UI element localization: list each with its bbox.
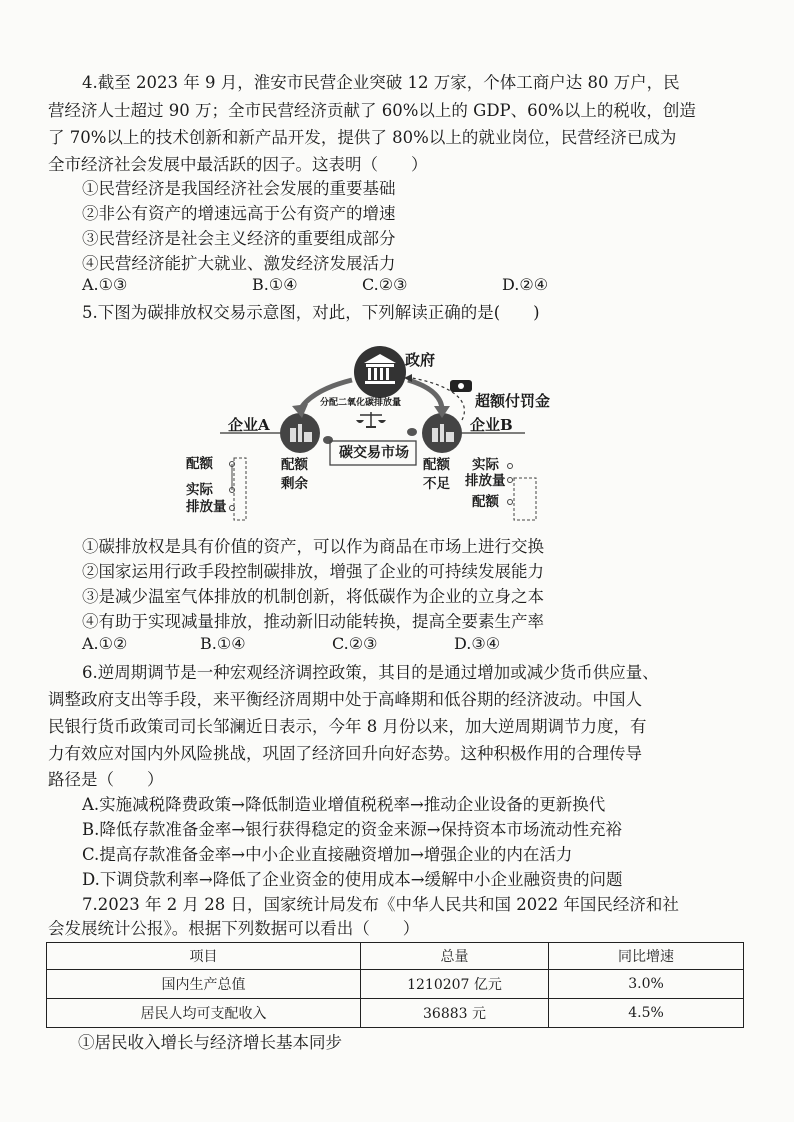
q5-option-d[interactable]: D.③④ xyxy=(454,634,501,653)
label-quota-short-1: 配额 xyxy=(423,457,450,473)
q4-stem-line-1: 4.截至 2023 年 9 月，淮安市民营企业突破 12 万家，个体工商户达 80 万户，民 xyxy=(82,73,680,92)
q5-item-1: ①碳排放权是具有价值的资产，可以作为商品在市场上进行交换 xyxy=(82,537,544,556)
table-header: 项目 xyxy=(47,943,361,970)
label-excess-fine: 超额付罚金 xyxy=(475,392,551,410)
label-company-a: 企业A xyxy=(228,416,270,434)
q5-stem: 5.下图为碳排放权交易示意图，对此，下列解读正确的是( ) xyxy=(82,303,540,322)
table-cell: 国内生产总值 xyxy=(47,970,361,999)
q6-stem-line-1: 6.逆周期调节是一种宏观经济调控政策，其目的是通过增加或减少货币供应量、 xyxy=(82,663,659,682)
q5-item-4: ④有助于实现减量排放，推动新旧动能转换，提高全要素生产率 xyxy=(82,612,544,631)
q4-item-4: ④民营经济能扩大就业、激发经济发展活力 xyxy=(82,254,396,273)
q7-item-1: ①居民收入增长与经济增长基本同步 xyxy=(78,1033,342,1052)
q5-option-b[interactable]: B.①④ xyxy=(200,634,246,653)
table-cell: 36883 元 xyxy=(360,999,548,1028)
table-header-row xyxy=(47,943,744,970)
label-left-actual-1: 实际 xyxy=(186,482,213,498)
q5-item-3: ③是减少温室气体排放的机制创新，将低碳作为企业的立身之本 xyxy=(82,587,544,606)
table-row xyxy=(47,999,744,1028)
table-cell: 居民人均可支配收入 xyxy=(47,999,361,1028)
label-quota-surplus-2: 剩余 xyxy=(281,476,308,492)
q6-stem-line-2: 调整政府支出等手段，来平衡经济周期中处于高峰期和低谷期的经济波动。中国人 xyxy=(48,690,642,709)
q4-item-3: ③民营经济是社会主义经济的重要组成部分 xyxy=(82,229,396,248)
statistics-table xyxy=(46,942,744,1028)
q7-stem-line-1: 7.2023 年 2 月 28 日，国家统计局发布《中华人民共和国 2022 年国民经济和社 xyxy=(82,895,679,914)
label-government: 政府 xyxy=(405,351,436,369)
label-right-actual-1: 实际 xyxy=(472,457,499,473)
q5-item-2: ②国家运用行政手段控制碳排放，增强了企业的可持续发展能力 xyxy=(82,562,544,581)
q6-option-b[interactable]: B.降低存款准备金率→银行获得稳定的资金来源→保持资本市场流动性充裕 xyxy=(82,820,623,839)
table-cell: 4.5% xyxy=(549,999,744,1028)
table-cell: 3.0% xyxy=(549,970,744,999)
table-cell: 1210207 亿元 xyxy=(360,970,548,999)
q7-stem-line-2: 会发展统计公报》。根据下列数据可以看出（ ） xyxy=(48,919,420,938)
q4-item-1: ①民营经济是我国经济社会发展的重要基础 xyxy=(82,179,396,198)
label-left-actual-2: 排放量 xyxy=(186,499,227,515)
q4-option-a[interactable]: A.①③ xyxy=(82,275,128,294)
q6-option-d[interactable]: D.下调贷款利率→降低了企业资金的使用成本→缓解中小企业融资贵的问题 xyxy=(82,870,623,889)
table-header: 同比增速 xyxy=(549,943,744,970)
q6-stem-line-5: 路径是（ ） xyxy=(48,770,164,789)
label-right-actual-2: 排放量 xyxy=(465,473,506,489)
label-quota-short-2: 不足 xyxy=(423,476,450,492)
label-quota-surplus-1: 配额 xyxy=(281,457,308,473)
q4-option-c[interactable]: C.②③ xyxy=(362,275,408,294)
carbon-trading-diagram xyxy=(180,340,620,525)
q4-stem-line-2: 营经济人士超过 90 万；全市民营经济贡献了 60%以上的 GDP、60%以上的税收，创造 xyxy=(48,101,696,120)
label-left-quota: 配额 xyxy=(186,456,213,472)
label-carbon-market: 碳交易市场 xyxy=(339,445,409,461)
q5-option-c[interactable]: C.②③ xyxy=(332,634,378,653)
table-row xyxy=(47,970,744,999)
q6-stem-line-4: 力有效应对国内外风险挑战，巩固了经济回升向好态势。这种积极作用的合理传导 xyxy=(48,744,642,763)
label-company-b: 企业B xyxy=(470,416,513,434)
q4-stem-line-3: 了 70%以上的技术创新和新产品开发，提供了 80%以上的就业岗位，民营经济已成为 xyxy=(48,128,677,147)
q6-option-c[interactable]: C.提高存款准备金率→中小企业直接融资增加→增强企业的内在活力 xyxy=(82,845,573,864)
q4-item-2: ②非公有资产的增速远高于公有资产的增速 xyxy=(82,204,396,223)
label-right-quota: 配额 xyxy=(472,494,499,510)
q4-option-b[interactable]: B.①④ xyxy=(252,275,298,294)
q4-options xyxy=(82,275,702,301)
q5-options xyxy=(82,634,702,660)
q5-option-a[interactable]: A.①② xyxy=(82,634,128,653)
q6-option-a[interactable]: A.实施减税降费政策→降低制造业增值税税率→推动企业设备的更新换代 xyxy=(82,795,606,814)
label-allocate-emissions: 分配二氧化碳排放量 xyxy=(320,398,402,408)
q4-option-d[interactable]: D.②④ xyxy=(502,275,549,294)
q6-stem-line-3: 民银行货币政策司司长邹澜近日表示，今年 8 月份以来，加大逆周期调节力度，有 xyxy=(48,717,647,736)
q4-stem-line-4: 全市经济社会发展中最活跃的因子。这表明（ ） xyxy=(48,155,428,174)
table-header: 总量 xyxy=(360,943,548,970)
